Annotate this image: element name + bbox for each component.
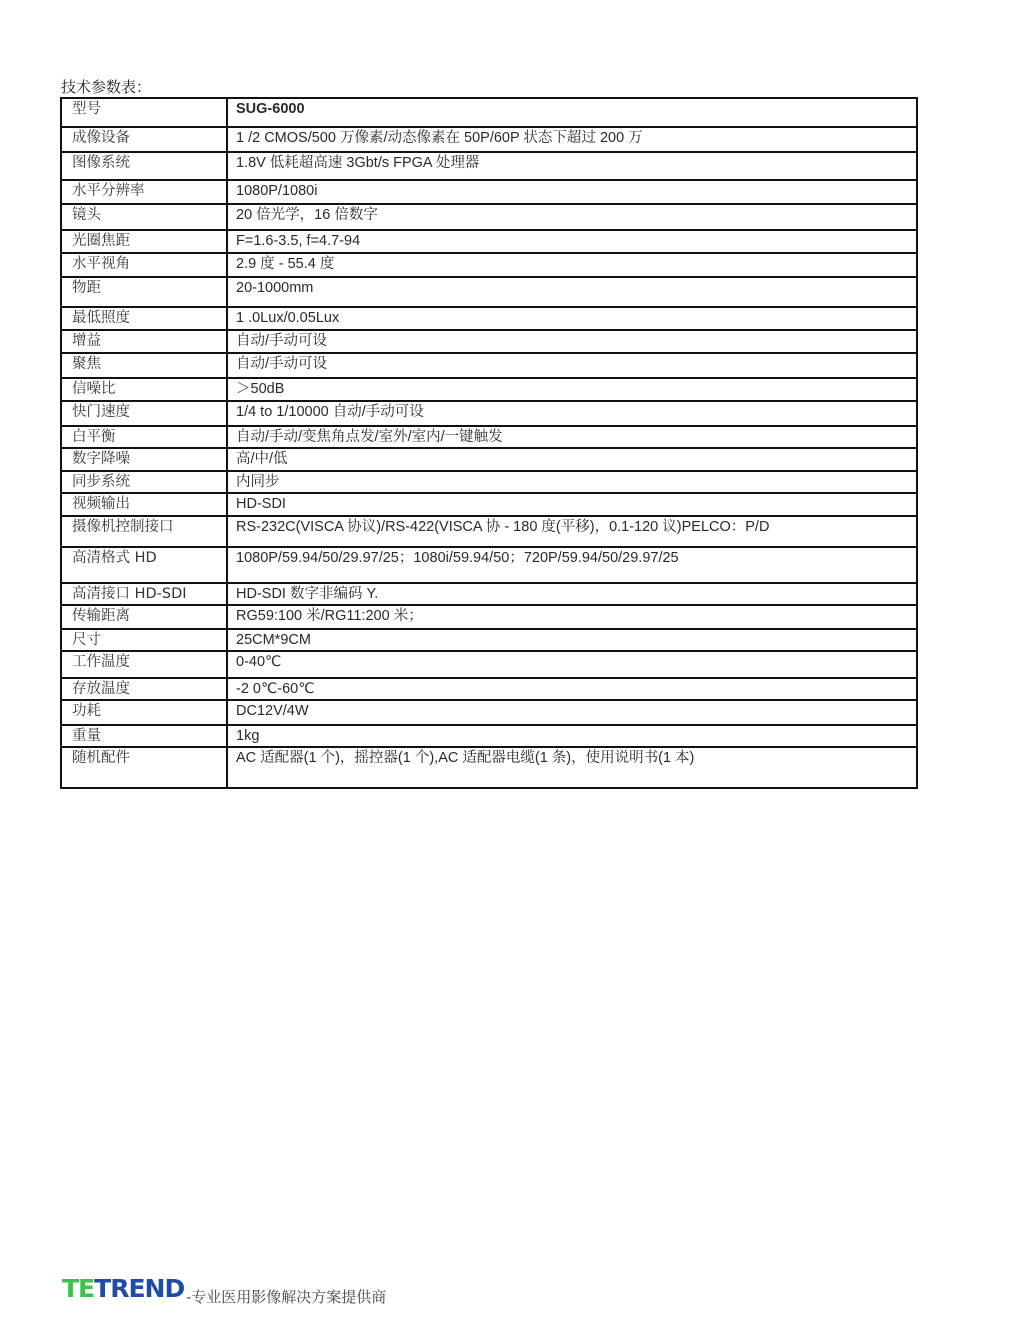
spec-label: 尺寸 <box>61 629 227 651</box>
spec-label: 快门速度 <box>61 401 227 426</box>
spec-value: 1 /2 CMOS/500 万像素/动态像素在 50P/60P 状态下超过 200 万 <box>227 127 917 152</box>
spec-label: 工作温度 <box>61 651 227 678</box>
spec-label: 水平视角 <box>61 253 227 277</box>
spec-value: 1 .0Lux/0.05Lux <box>227 307 917 330</box>
footer-tagline: -专业医用影像解决方案提供商 <box>186 1288 387 1306</box>
spec-label: 重量 <box>61 725 227 747</box>
spec-label: 数字降噪 <box>61 448 227 471</box>
spec-row <box>61 204 917 230</box>
spec-value: 1/4 to 1/10000 自动/手动可设 <box>227 401 917 426</box>
spec-row <box>61 605 917 629</box>
spec-row <box>61 330 917 353</box>
spec-row <box>61 629 917 651</box>
spec-value: 高/中/低 <box>227 448 917 471</box>
spec-label: 物距 <box>61 277 227 307</box>
spec-label: 镜头 <box>61 204 227 230</box>
spec-label: 光圈焦距 <box>61 230 227 253</box>
spec-row <box>61 253 917 277</box>
spec-value: -2 0℃-60℃ <box>227 678 917 700</box>
spec-row <box>61 725 917 747</box>
spec-value: F=1.6-3.5, f=4.7-94 <box>227 230 917 253</box>
spec-row <box>61 353 917 378</box>
spec-row <box>61 401 917 426</box>
spec-value: DC12V/4W <box>227 700 917 725</box>
trend-logo <box>62 1276 184 1301</box>
spec-value: 1080P/1080i <box>227 180 917 204</box>
spec-label: 摄像机控制接口 <box>61 516 227 547</box>
spec-row <box>61 448 917 471</box>
spec-row <box>61 307 917 330</box>
spec-row <box>61 127 917 152</box>
spec-row <box>61 651 917 678</box>
spec-value: RG59:100 米/RG11:200 米； <box>227 605 917 629</box>
spec-label: 聚焦 <box>61 353 227 378</box>
spec-row <box>61 471 917 493</box>
spec-label: 传输距离 <box>61 605 227 629</box>
spec-label: 最低照度 <box>61 307 227 330</box>
spec-value: 1kg <box>227 725 917 747</box>
spec-table <box>60 97 918 789</box>
spec-label: 型号 <box>61 98 227 127</box>
spec-value: AC 适配器(1 个)，摇控器(1 个),AC 适配器电缆(1 条)，使用说明书(1 本) <box>227 747 917 788</box>
spec-value: 20 倍光学，16 倍数字 <box>227 204 917 230</box>
logo-trend-text: TREND <box>94 1274 185 1303</box>
spec-value: 25CM*9CM <box>227 629 917 651</box>
spec-value: 自动/手动可设 <box>227 353 917 378</box>
spec-row <box>61 678 917 700</box>
spec-value: RS-232C(VISCA 协议)/RS-422(VISCA 协 - 180 度(平移)，0.1-120 议)PELCO：P/D <box>227 516 917 547</box>
spec-value: 1.8V 低耗超高速 3Gbt/s FPGA 处理器 <box>227 152 917 180</box>
spec-value: HD-SDI 数字非编码 Y. <box>227 583 917 605</box>
spec-label: 图像系统 <box>61 152 227 180</box>
spec-row <box>61 152 917 180</box>
spec-value: 2.9 度 - 55.4 度 <box>227 253 917 277</box>
spec-label: 功耗 <box>61 700 227 725</box>
spec-row <box>61 747 917 788</box>
spec-label: 高清接口 HD-SDI <box>61 583 227 605</box>
spec-value: 20-1000mm <box>227 277 917 307</box>
logo-te-text: TE <box>62 1274 95 1303</box>
spec-row <box>61 700 917 725</box>
spec-row <box>61 378 917 401</box>
spec-value: SUG-6000 <box>227 98 917 127</box>
spec-table-body <box>61 98 917 788</box>
spec-value: 自动/手动/变焦角点发/室外/室内/一键触发 <box>227 426 917 448</box>
spec-label: 存放温度 <box>61 678 227 700</box>
spec-label: 增益 <box>61 330 227 353</box>
spec-label: 成像设备 <box>61 127 227 152</box>
spec-table-heading: 技术参数表： <box>61 78 152 96</box>
spec-value: 内同步 <box>227 471 917 493</box>
spec-row <box>61 277 917 307</box>
spec-label: 白平衡 <box>61 426 227 448</box>
spec-label: 视频输出 <box>61 493 227 516</box>
spec-label: 高清格式 HD <box>61 547 227 583</box>
footer <box>62 1274 387 1306</box>
spec-row <box>61 426 917 448</box>
spec-row <box>61 180 917 204</box>
spec-value: 自动/手动可设 <box>227 330 917 353</box>
spec-label: 同步系统 <box>61 471 227 493</box>
spec-label: 随机配件 <box>61 747 227 788</box>
spec-row <box>61 98 917 127</box>
spec-row <box>61 547 917 583</box>
spec-label: 水平分辨率 <box>61 180 227 204</box>
spec-value: 0-40℃ <box>227 651 917 678</box>
spec-row <box>61 583 917 605</box>
spec-value: 1080P/59.94/50/29.97/25；1080i/59.94/50；720P/59.94/50/29.97/25 <box>227 547 917 583</box>
spec-value: ＞50dB <box>227 378 917 401</box>
spec-row <box>61 516 917 547</box>
spec-value: HD-SDI <box>227 493 917 516</box>
spec-label: 信噪比 <box>61 378 227 401</box>
spec-row <box>61 230 917 253</box>
spec-row <box>61 493 917 516</box>
